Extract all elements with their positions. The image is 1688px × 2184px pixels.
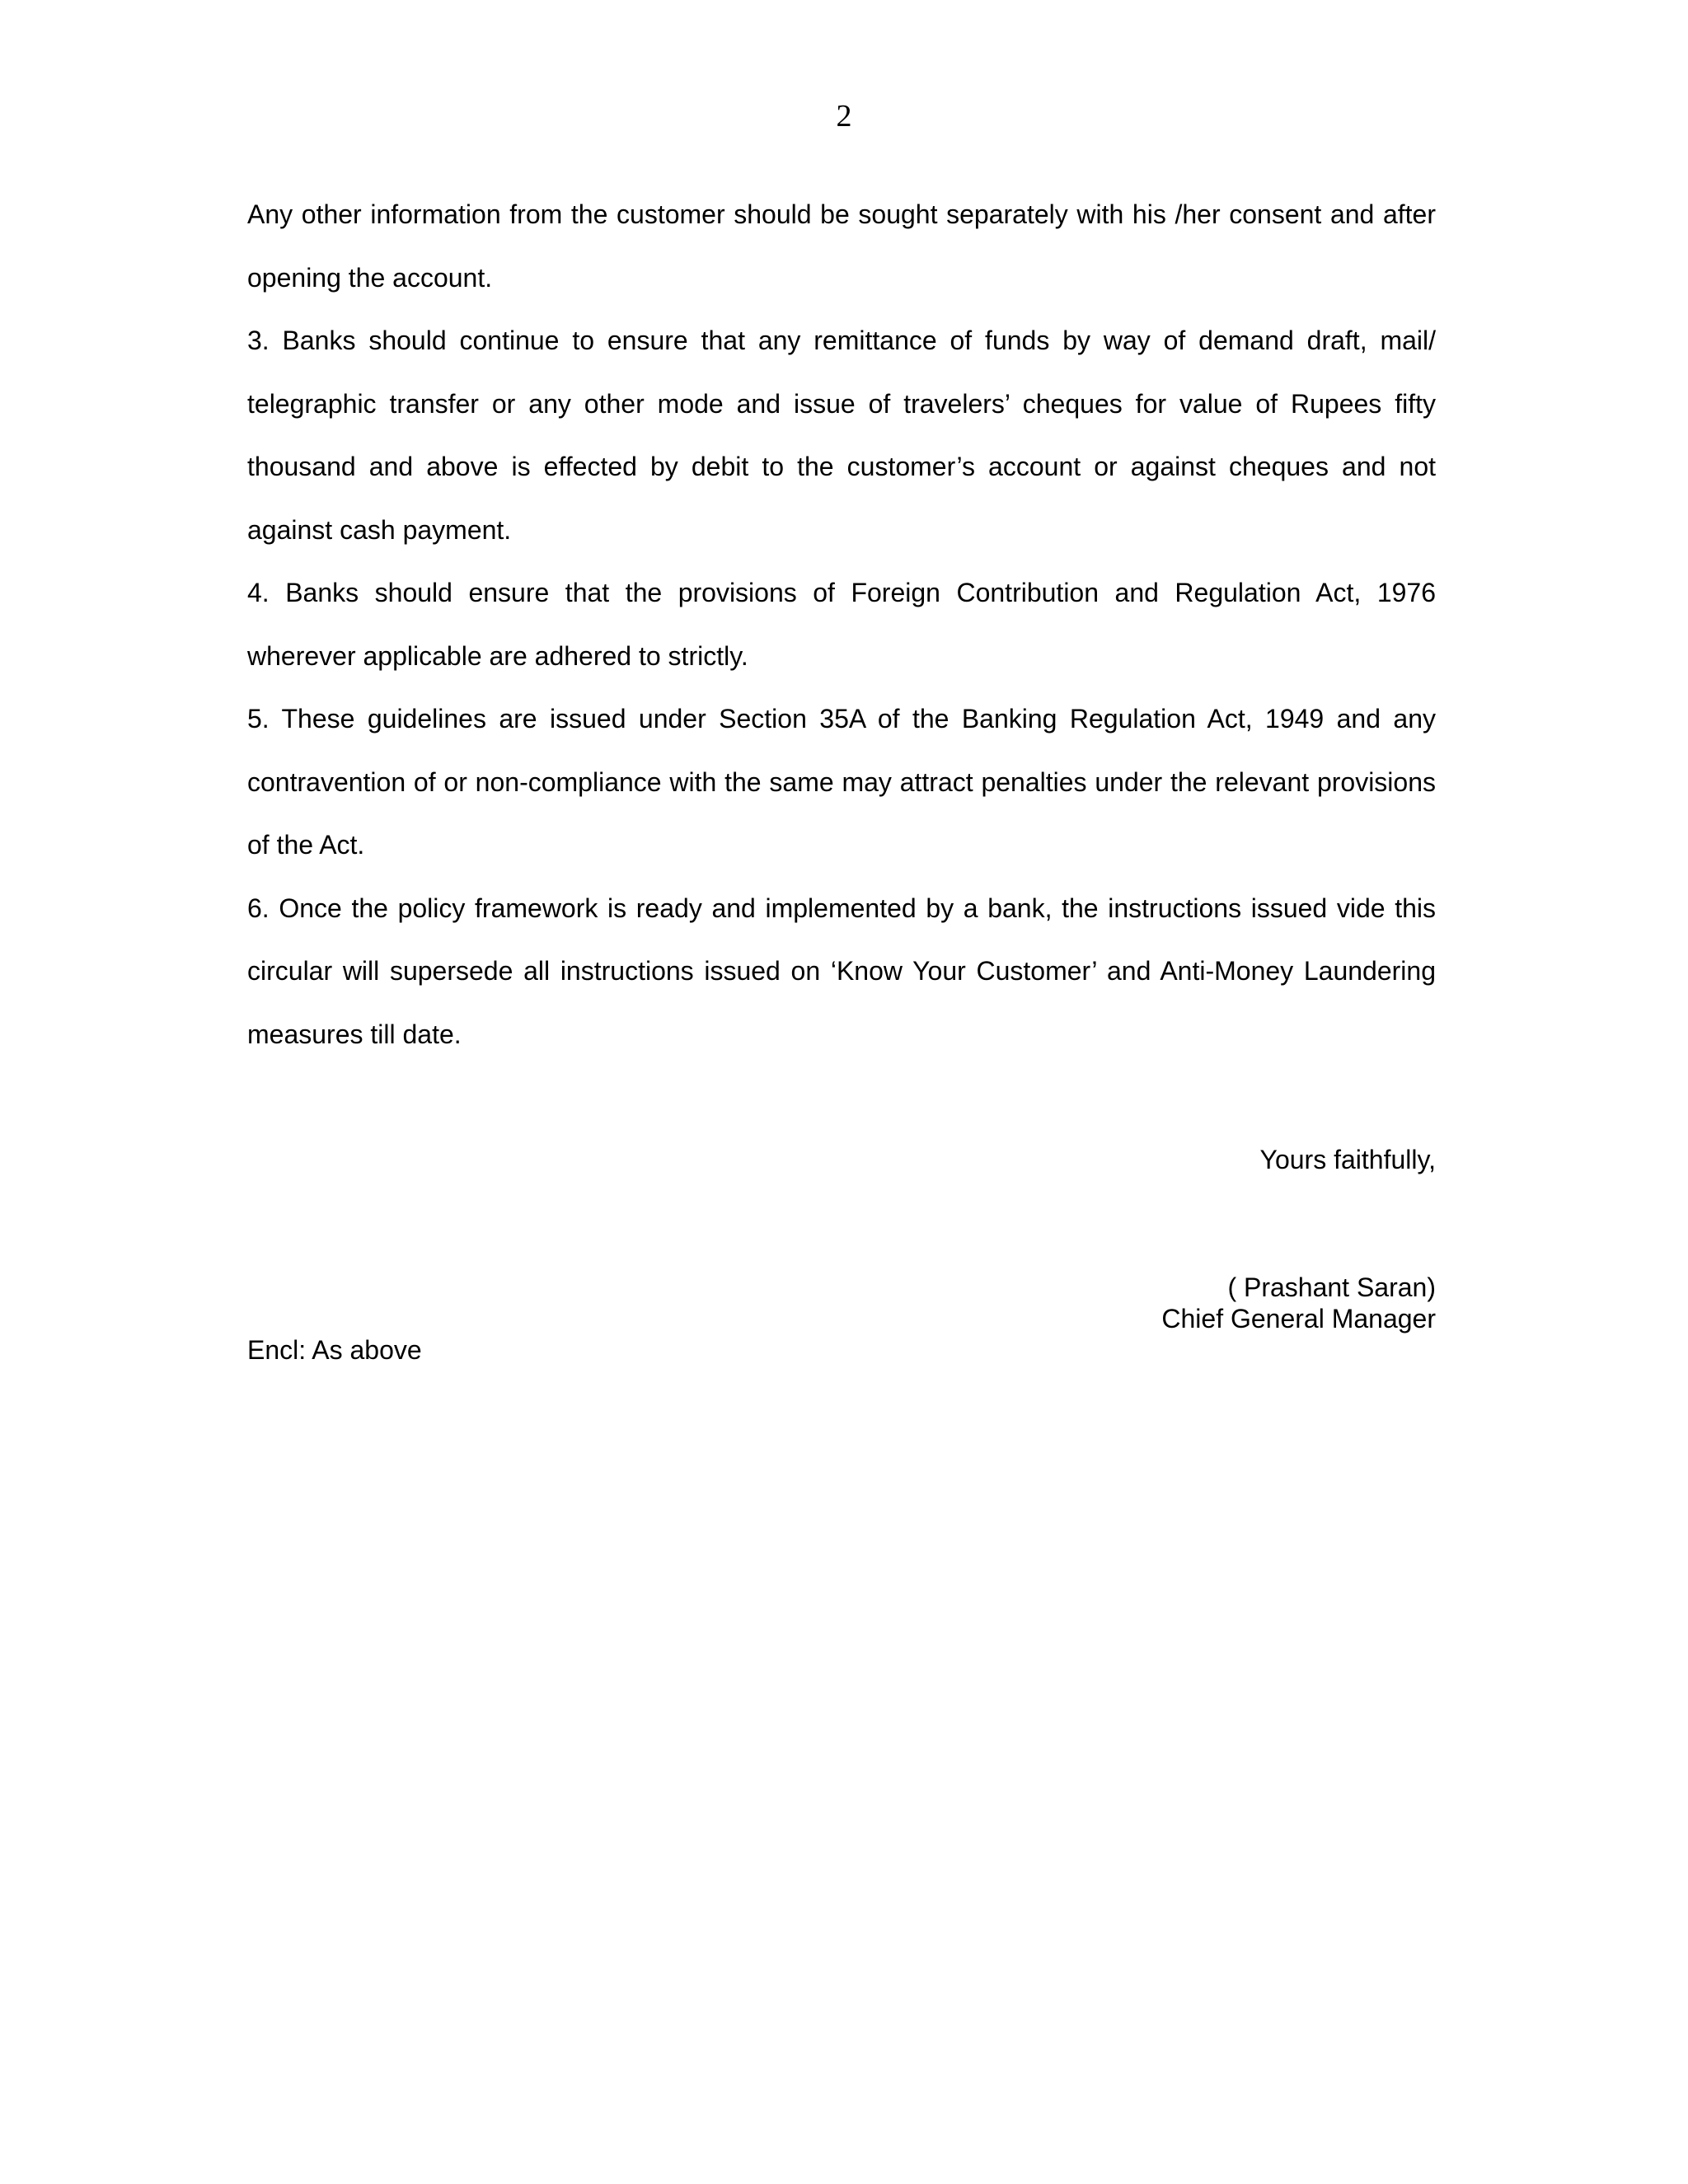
paragraph-3: 3. Banks should continue to ensure that any remittance of funds by way of demand draft, mail/ telegraphic transfer or any other mode and issue of travelers’ cheques for value of Rupees fifty thousand and above is effected by debit to the customer’s account or against cheques and not against cash payment. bbox=[247, 326, 1436, 545]
paragraph-continuation: Any other information from the customer should be sought separately with his /her consent and after opening the account. bbox=[247, 199, 1436, 293]
paragraph-6: 6. Once the policy framework is ready and implemented by a bank, the instructions issued vide this circular will supersede all instructions issued on ‘Know Your Customer’ and Anti-Money Laundering measures till date. bbox=[247, 893, 1436, 1049]
signatory-name: ( Prashant Saran) bbox=[1227, 1272, 1436, 1302]
closing-salutation: Yours faithfully, bbox=[1259, 1145, 1436, 1174]
paragraph-5: 5. These guidelines are issued under Section 35A of the Banking Regulation Act, 1949 and any contravention of or non-compliance with the same may attract penalties under the relevant provisions of the Act. bbox=[247, 704, 1436, 860]
signatory-title: Chief General Manager bbox=[1161, 1304, 1436, 1333]
enclosure-note: Encl: As above bbox=[247, 1335, 422, 1365]
letter-body bbox=[247, 183, 1436, 1066]
paragraph-4: 4. Banks should ensure that the provisions of Foreign Contribution and Regulation Act, 1976 wherever applicable are adhered to strictly. bbox=[247, 578, 1436, 671]
page-number: 2 bbox=[836, 99, 852, 134]
signature-block bbox=[1161, 1272, 1436, 1334]
